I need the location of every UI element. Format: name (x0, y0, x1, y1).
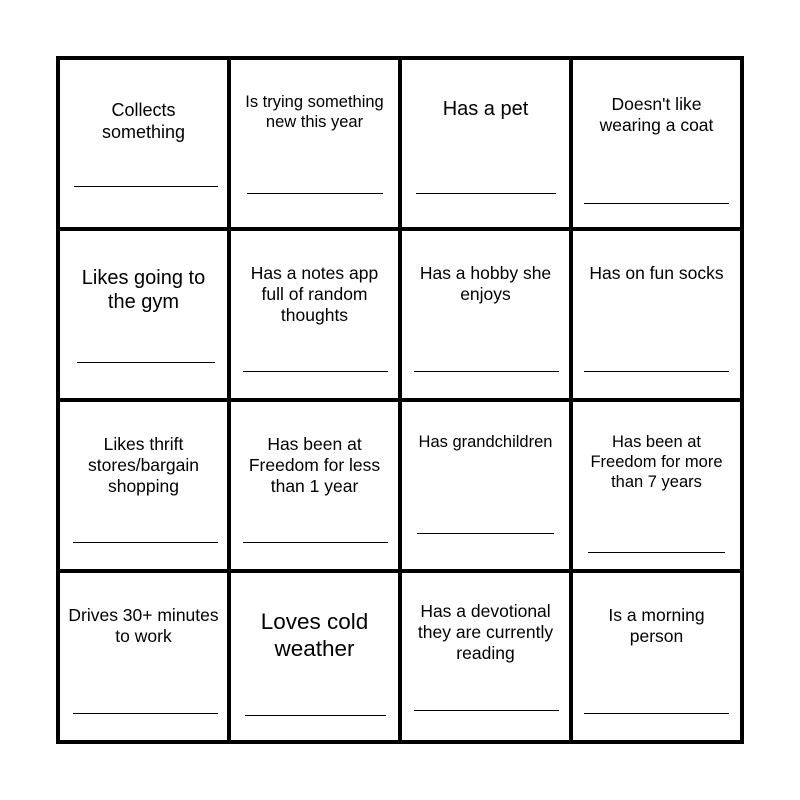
square-prompt: Has on fun socks (589, 263, 724, 283)
square-prompt: Likes going to the gym (81, 267, 206, 313)
signature-line (73, 713, 218, 714)
bingo-square[interactable] (60, 60, 227, 227)
square-prompt: Has grandchildren (418, 433, 553, 451)
signature-line (417, 533, 554, 534)
signature-line (77, 362, 215, 363)
signature-line (584, 713, 729, 714)
bingo-square[interactable] (231, 60, 398, 227)
square-prompt: Likes thrift stores/bargain shopping (88, 434, 199, 496)
square-prompt: Has been at Freedom for more than 7 years (590, 433, 723, 491)
signature-line (584, 203, 729, 204)
signature-line (588, 552, 725, 553)
bingo-card (56, 56, 744, 744)
square-prompt: Loves cold weather (260, 609, 369, 661)
bingo-square[interactable] (402, 573, 569, 740)
square-prompt: Has a hobby she enjoys (419, 263, 552, 304)
bingo-square[interactable] (573, 573, 740, 740)
signature-line (73, 542, 218, 543)
square-prompt: Collects something (101, 100, 186, 142)
signature-line (584, 371, 729, 372)
bingo-square[interactable] (60, 573, 227, 740)
bingo-square[interactable] (402, 231, 569, 398)
bingo-square[interactable] (60, 402, 227, 569)
bingo-square[interactable] (231, 402, 398, 569)
square-prompt: Is trying something new this year (245, 93, 384, 131)
bingo-square[interactable] (402, 402, 569, 569)
bingo-square[interactable] (402, 60, 569, 227)
square-prompt: Has a notes app full of random thoughts (250, 263, 379, 325)
bingo-square[interactable] (60, 231, 227, 398)
signature-line (414, 710, 559, 711)
signature-line (245, 715, 386, 716)
signature-line (416, 193, 556, 194)
bingo-square[interactable] (231, 231, 398, 398)
signature-line (243, 542, 388, 543)
square-prompt: Has a devotional they are currently reading (417, 601, 554, 663)
signature-line (243, 371, 388, 372)
bingo-square[interactable] (573, 60, 740, 227)
square-prompt: Is a morning person (608, 605, 705, 646)
bingo-square[interactable] (573, 231, 740, 398)
signature-line (414, 371, 559, 372)
square-prompt: Drives 30+ minutes to work (68, 605, 219, 646)
square-prompt: Has been at Freedom for less than 1 year (248, 434, 381, 496)
signature-line (247, 193, 383, 194)
bingo-square[interactable] (231, 573, 398, 740)
signature-line (74, 186, 218, 187)
square-prompt: Doesn't like wearing a coat (599, 94, 714, 135)
square-prompt: Has a pet (442, 98, 529, 120)
bingo-square[interactable] (573, 402, 740, 569)
